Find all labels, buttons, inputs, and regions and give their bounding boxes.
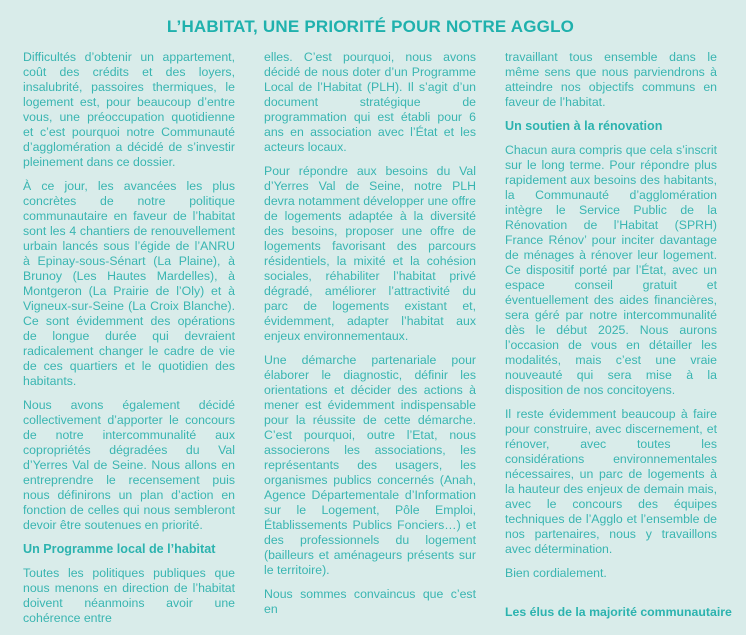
signature-line: Les élus de la majorité communautaire xyxy=(505,605,732,619)
paragraph: Difficultés d’obtenir un appartement, coût des crédits et des loyers, insalubrité, passoires thermiques, le logement est, pour beaucoup d’entre vous, une préoccupation quotidienne et c’est pourquoi notre Communauté d’agglomération a décidé de s’investir pleinement dans ce dossier. xyxy=(23,50,235,169)
column-1 xyxy=(23,50,235,635)
paragraph: travaillant tous ensemble dans le même sens que nous parviendrons à atteindre nos objectifs communs en faveur de l’habitat. xyxy=(505,50,717,109)
paragraph-closing: Bien cordialement. xyxy=(505,566,607,580)
article-columns xyxy=(23,50,732,635)
paragraph: Chacun aura compris que cela s’inscrit sur le long terme. Pour répondre plus rapidement aux besoins des habitants, la Communauté d’agglomération intègre le Service Public de la Rénovation de l’Habitat (SPRH) France Rénov’ pour inciter davantage de ménages à rénover leur logement. Ce dispositif porté par l’État, avec un espace conseil gratuit et éventuellement des aides financières, sera géré par notre intercommunalité dès le début 2025. Nous aurons l’occasion de vous en détailler les modalités, mais c’est une vraie nouveauté qui sera mise à la disposition de nos concitoyens. xyxy=(505,143,717,397)
paragraph: Pour répondre aux besoins du Val d’Yerres Val de Seine, notre PLH devra notamment développer une offre de logements adaptée à la diversité des besoins, proposer une offre de logements favorisant des parcours résidentiels, la mixité et la cohésion sociales, réhabiliter l’habitat privé dégradé, améliorer l’attractivité du parc de logements existant et, évidemment, adapter l’habitat aux enjeux environnementaux. xyxy=(264,164,476,343)
paragraph: Nous avons également décidé collectivement d’apporter le concours de notre intercommunalité aux copropriétés dégradées du Val d’Yerres Val de Seine. Nous allons en entreprendre le recensement puis nous définirons un plan d’action en fonction de celles qui nous sembleront devoir être soutenues en priorité. xyxy=(23,398,235,532)
paragraph: Il reste évidemment beaucoup à faire pour construire, avec discernement, et rénover, avec toutes les considérations environnementales nécessaires, un parc de logements à la hauteur des enjeux de demain mais, avec le concours des équipes techniques de l’Agglo et l’ensemble de nos partenaires, nous y travaillons avec détermination. xyxy=(505,407,717,556)
section-heading-programme-local: Un Programme local de l’habitat xyxy=(23,542,216,556)
paragraph: Toutes les politiques publiques que nous menons en direction de l’habitat doivent néanmoins avoir une cohérence entre xyxy=(23,566,235,625)
paragraph: Une démarche partenariale pour élaborer le diagnostic, définir les orientations et décider des actions à mener est évidemment indispensable pour la réussite de cette démarche. C’est pourquoi, outre l’Etat, nous associerons les associations, les représentants des usagers, les organismes publics concernés (Anah, Agence Départementale d’Information sur le Logement, Pôle Emploi, Établissements Publics Fonciers…) et des professionnels du logement (bailleurs et aménageurs présents sur le territoire). xyxy=(264,353,476,577)
paragraph: À ce jour, les avancées les plus concrètes de notre politique communautaire en faveur de l’habitat sont les 4 chantiers de renouvellement urbain lancés sous l’égide de l’ANRU à Epinay-sous-Sénart (La Plaine), à Brunoy (Les Hautes Mardelles), à Montgeron (La Prairie de l’Oly) et à Vigneux-sur-Seine (La Croix Blanche). Ce sont évidemment des opérations de longue durée qui devraient radicalement changer le cadre de vie de ces quartiers et le quotidien des habitants. xyxy=(23,179,235,388)
column-2 xyxy=(264,50,476,635)
paragraph: elles. C’est pourquoi, nous avons décidé de nous doter d’un Programme Local de l’Habitat (PLH). Il s’agit d’un document stratégique de programmation qui est établi pour 6 ans en association avec l’État et les acteurs locaux. xyxy=(264,50,476,154)
page-title: L’HABITAT, UNE PRIORITÉ POUR NOTRE AGGLO xyxy=(166,17,575,36)
column-3 xyxy=(505,50,732,635)
paragraph: Nous sommes convaincus que c’est en xyxy=(264,587,476,616)
section-heading-soutien-renovation: Un soutien à la rénovation xyxy=(505,119,663,133)
